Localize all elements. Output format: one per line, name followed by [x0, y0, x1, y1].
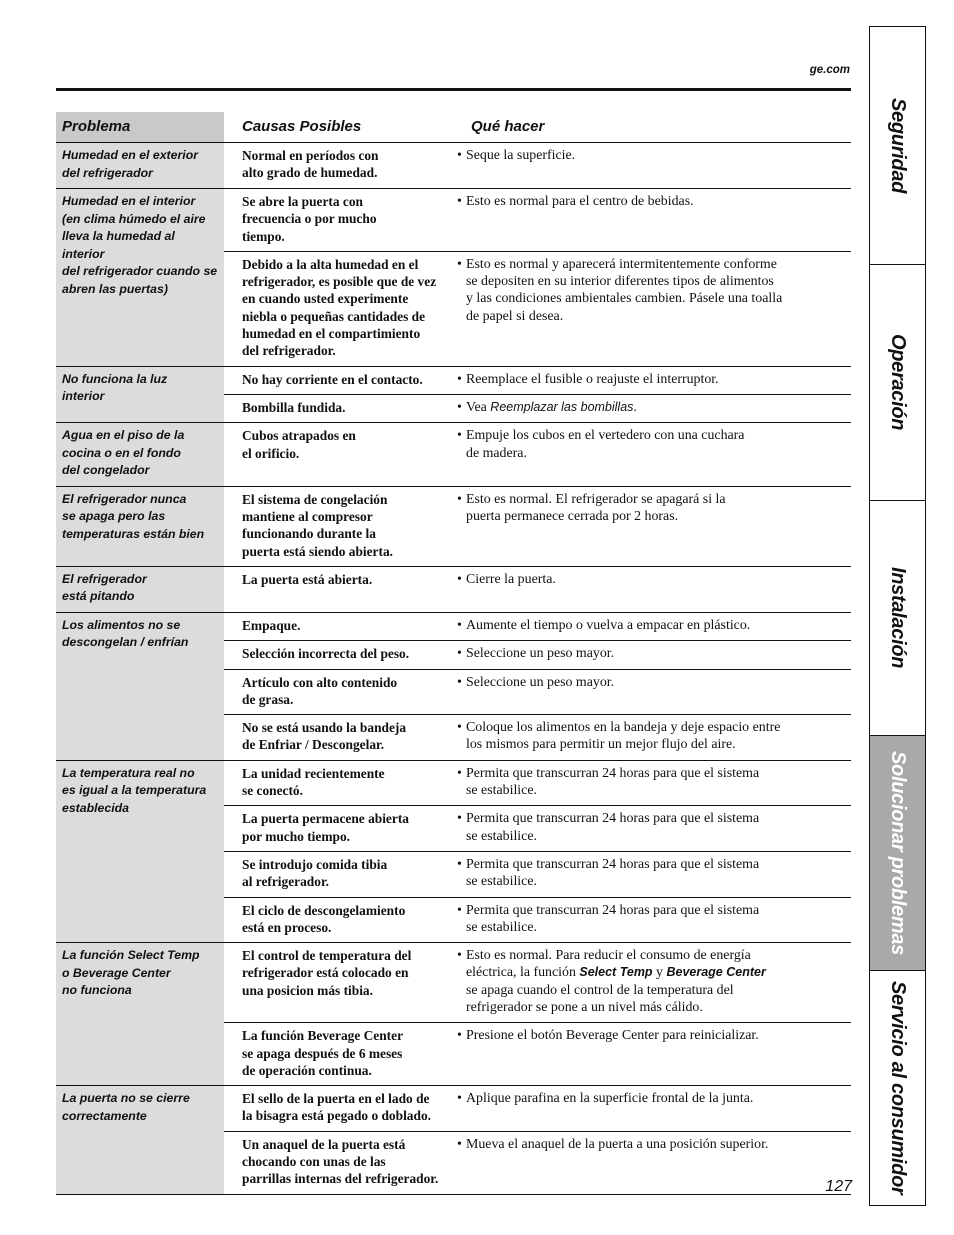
problem-cell [56, 761, 224, 942]
table-row [224, 143, 851, 188]
troubleshooting-table [56, 112, 851, 1195]
action-em2: Beverage Center [666, 965, 766, 980]
action-text [466, 765, 759, 800]
action-main: Esto es normal. El refrigerador se apagará si la puerta permanece cerrada por 2 horas. [466, 491, 726, 525]
cause-text: Bombilla fundida. [242, 399, 346, 415]
bullet-icon: • [457, 856, 462, 872]
action-main: Seleccione un peso mayor. [466, 646, 615, 662]
action-text [466, 1027, 759, 1079]
bullet-icon: • [457, 765, 462, 781]
bullet-icon: • [457, 811, 462, 827]
bullet-icon: • [457, 491, 462, 507]
problem-text: El refrigerador nunca se apaga pero las temperaturas están bien [62, 491, 205, 541]
table-row [224, 670, 851, 716]
action-text [466, 1090, 753, 1125]
table-row [224, 613, 851, 641]
action-text [466, 427, 744, 462]
table-row [224, 715, 851, 760]
table-body [56, 143, 851, 1195]
action-main: Coloque los alimentos en la bandeja y deje espacio entre los mismos para permitir un mejor flujo del aire. [466, 720, 781, 753]
problem-cell [56, 1086, 224, 1193]
cause-text: No hay corriente en el contacto. [242, 371, 423, 387]
cause-text: Un anaquel de la puerta está chocando con unas de las parrillas internas del refrigerador. [242, 1136, 439, 1187]
section-tabs [869, 26, 926, 1206]
tab-seguridad[interactable] [870, 27, 925, 264]
action-text [466, 571, 556, 588]
action-text [466, 947, 766, 1016]
problem-group [56, 367, 851, 424]
action-text [466, 674, 614, 709]
table-row [224, 1132, 851, 1194]
problem-cell [56, 613, 224, 760]
cause-text: El sello de la puerta en el lado de la bisagra está pegado o doblado. [242, 1091, 431, 1124]
page-number: 127 [825, 1178, 852, 1195]
action-main: Esto es normal para el centro de bebidas. [466, 194, 694, 209]
table-row [224, 367, 851, 395]
bullet-icon: • [457, 428, 462, 444]
tab-instalación[interactable] [870, 500, 925, 735]
problem-group [56, 943, 851, 1086]
problem-group [56, 1086, 851, 1194]
table-row [224, 423, 851, 468]
problem-cell [56, 423, 224, 486]
table-row [224, 1086, 851, 1132]
action-main: Permita que transcurran 24 horas para que el sistema se estabilice. [466, 811, 760, 844]
problem-text: No funciona la luz interior [62, 371, 168, 404]
action-main: Permita que transcurran 24 horas para que el sistema se estabilice. [466, 856, 760, 890]
problem-group [56, 189, 851, 367]
problem-text: La función Select Temp o Beverage Center no funciona [62, 948, 200, 998]
bullet-icon: • [457, 902, 462, 918]
cause-text: Se introdujo comida tibia al refrigerador. [242, 856, 388, 890]
action-text [466, 399, 637, 416]
action-text [466, 810, 759, 845]
problem-group [56, 487, 851, 567]
table-row [224, 487, 851, 566]
problem-group [56, 423, 851, 487]
action-main: Mueva el anaquel de la puerta a una posición superior. [466, 1136, 769, 1152]
action-text [466, 491, 726, 560]
problem-cell [56, 487, 224, 566]
action-text [466, 147, 575, 182]
cause-text: Selección incorrecta del peso. [242, 646, 410, 662]
bullet-icon: • [457, 1136, 462, 1152]
cause-text: El control de temperatura del refrigerador está colocado en una posicion más tibia. [242, 948, 412, 998]
table-header [56, 112, 851, 143]
table-row [224, 806, 851, 852]
action-main: Cierre la puerta. [466, 571, 556, 587]
action-text [466, 371, 719, 388]
bullet-icon: • [457, 720, 462, 736]
action-main: Reemplace el fusible o reajuste el interruptor. [466, 371, 719, 387]
column-header-actions: Qué hacer [471, 118, 545, 135]
action-main: Vea [466, 399, 491, 415]
cause-text: Se abre la puerta con frecuencia o por mucho tiempo. [242, 194, 377, 244]
cause-text: Artículo con alto contenido de grasa. [242, 674, 398, 707]
bullet-icon: • [457, 571, 462, 587]
problem-cell [56, 367, 224, 423]
bullet-icon: • [457, 674, 462, 690]
action-main: Aumente el tiempo o vuelva a empacar en plástico. [466, 617, 751, 633]
action-text [466, 902, 759, 937]
action-text [466, 193, 694, 245]
action-main: Aplique parafina en la superficie frontal de la junta. [466, 1091, 754, 1107]
table-row [224, 641, 851, 669]
bullet-icon: • [457, 194, 462, 209]
action-mid: y [652, 965, 667, 981]
tab-label: Instalación [887, 567, 909, 669]
table-row [224, 943, 851, 1023]
action-main: Empuje los cubos en el vertedero con una cuchara de madera. [466, 428, 745, 461]
action-text [466, 1136, 768, 1188]
tab-label: Servicio al consumidor [887, 980, 909, 1195]
bullet-icon: • [457, 1028, 462, 1044]
table-row [224, 852, 851, 898]
cause-text: La puerta permacene abierta por mucho tiempo. [242, 811, 409, 844]
site-url: ge.com [809, 64, 850, 76]
cause-text: La unidad recientemente se conectó. [242, 765, 385, 799]
cause-text: Debido a la alta humedad en el refrigerador, es posible que de vez en cuando usted experimente niebla o pequeñas cantidades de humedad en el compartimiento del refrigerador. [242, 256, 437, 359]
cause-text: No se está usando la bandeja de Enfriar / Descongelar. [242, 720, 407, 753]
problem-group [56, 567, 851, 613]
action-main: Permita que transcurran 24 horas para que el sistema se estabilice. [466, 765, 760, 799]
action-main: Esto es normal. Para reducir el consumo de energía eléctrica, la función [466, 948, 751, 981]
column-header-causes: Causas Posibles [242, 118, 362, 135]
action-main: Esto es normal y aparecerá intermitentemente conforme se depositen en su interior diferentes tipos de alimentos y las condiciones ambientales cambien. Pásele una toalla de papel si desea. [466, 256, 783, 324]
action-text [466, 645, 614, 662]
tab-label: Seguridad [887, 97, 909, 194]
problem-cell [56, 189, 224, 366]
table-row [224, 567, 851, 594]
bullet-icon: • [457, 1091, 462, 1107]
cause-text: La función Beverage Center se apaga después de 6 meses de operación continua. [242, 1028, 404, 1078]
cause-text: Cubos atrapados en el orificio. [242, 428, 356, 461]
problem-group [56, 613, 851, 761]
tab-label: Solucionar problemas [887, 750, 909, 956]
table-row [224, 252, 851, 366]
action-text [466, 856, 759, 891]
tab-label: Operación [887, 334, 909, 431]
action-em: Reemplazar las bombillas [490, 399, 634, 414]
problem-text: Humedad en el exterior del refrigerador [62, 148, 198, 180]
problem-text: La temperatura real no es igual a la temperatura establecida [62, 765, 207, 815]
problem-group [56, 761, 851, 943]
bullet-icon: • [457, 948, 462, 964]
column-header-problem: Problema [62, 118, 131, 135]
table-row [224, 898, 851, 943]
action-text [466, 617, 750, 634]
table-row [224, 189, 851, 252]
problem-text: La puerta no se cierre correctamente [62, 1091, 190, 1123]
bullet-icon: • [457, 399, 462, 415]
table-row [224, 761, 851, 807]
action-main: Presione el botón Beverage Center para reinicializar. [466, 1028, 759, 1044]
problem-text: El refrigerador está pitando [62, 571, 147, 604]
tab-servicio-al-consumidor[interactable] [870, 970, 925, 1204]
action-text [466, 719, 780, 754]
bullet-icon: • [457, 256, 462, 272]
cause-text: Normal en períodos con alto grado de humedad. [242, 148, 379, 181]
tab-solucionar-problemas[interactable] [870, 735, 925, 970]
problem-cell [56, 943, 224, 1085]
table-row [224, 1023, 851, 1085]
action-tail: se apaga cuando el control de la temperatura del refrigerador se pone a un nivel más cálido. [466, 982, 734, 1015]
bullet-icon: • [457, 617, 462, 633]
problem-cell [56, 567, 224, 612]
problem-text: Agua en el piso de la cocina o en el fondo del congelador [62, 428, 185, 478]
bullet-icon: • [457, 371, 462, 387]
cause-text: Empaque. [242, 617, 301, 633]
action-main: Permita que transcurran 24 horas para que el sistema se estabilice. [466, 902, 760, 935]
top-rule [56, 88, 851, 91]
cause-text: La puerta está abierta. [242, 571, 373, 587]
action-text [466, 256, 782, 360]
cause-text: El ciclo de descongelamiento está en proceso. [242, 902, 406, 935]
action-tail: . [633, 399, 637, 415]
problem-text: Humedad en el interior (en clima húmedo el aire lleva la humedad al interior del refrigerador cuando se abren las puertas) [62, 194, 218, 296]
action-main: Seleccione un peso mayor. [466, 674, 615, 690]
table-row [224, 395, 851, 422]
problem-text: Los alimentos no se descongelan / enfrían [62, 617, 189, 650]
bullet-icon: • [457, 646, 462, 662]
problem-group [56, 143, 851, 189]
action-em: Select Temp [579, 965, 653, 980]
problem-cell [56, 143, 224, 188]
action-main: Seque la superficie. [466, 148, 576, 163]
cause-text: El sistema de congelación mantiene al compresor funcionando durante la puerta está siendo abierta. [242, 491, 394, 559]
bullet-icon: • [457, 148, 462, 163]
tab-operación[interactable] [870, 264, 925, 500]
